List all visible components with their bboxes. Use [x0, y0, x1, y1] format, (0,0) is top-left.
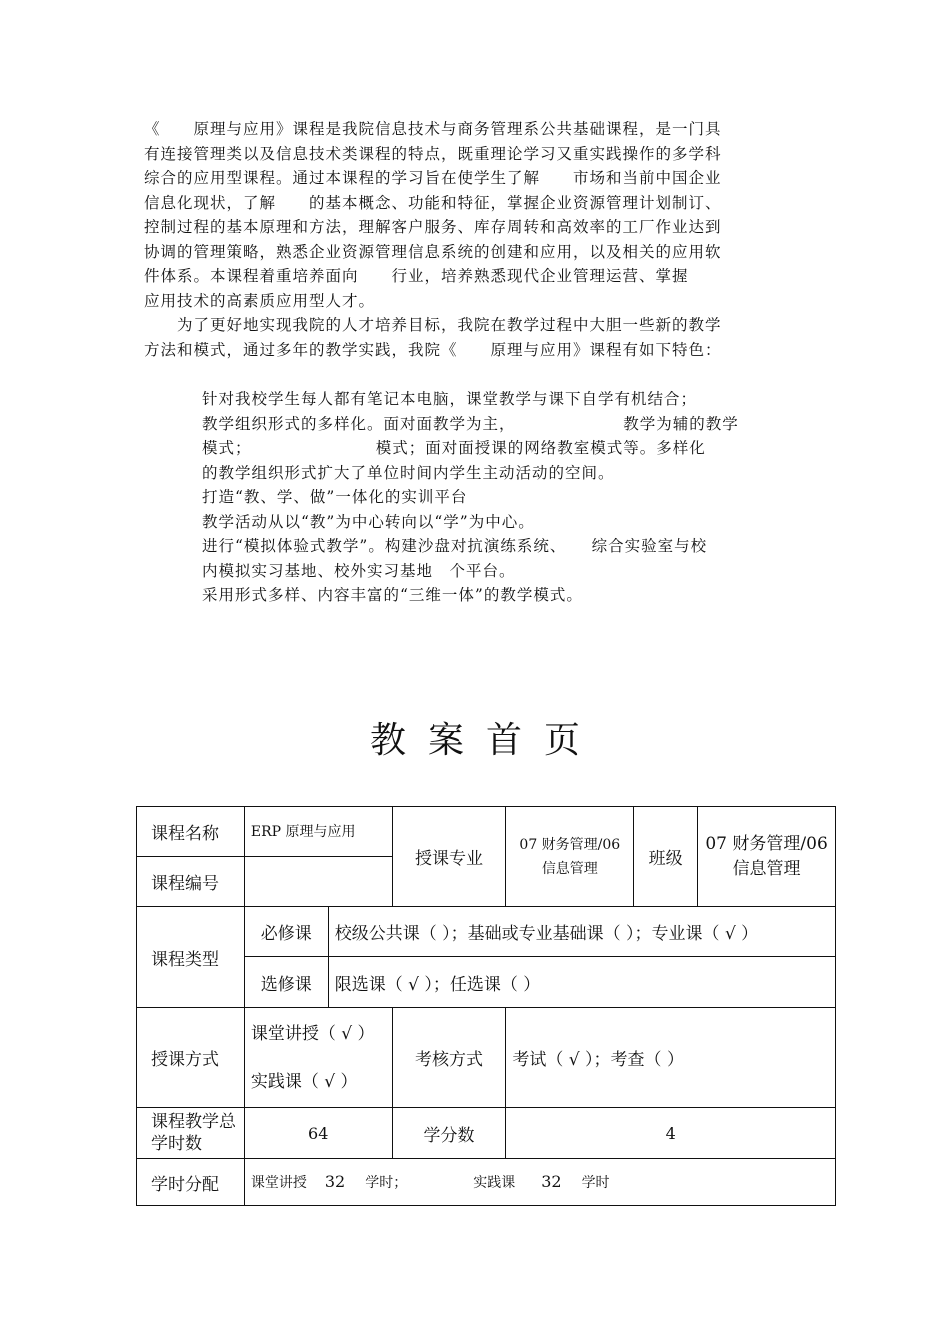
total-hours-value: 64 — [244, 1108, 392, 1159]
list-item: 的教学组织形式扩大了单位时间内学生主动活动的空间。 — [202, 463, 615, 482]
list-item: 教学组织形式的多样化。面对面教学为主， 教学为辅的教学 — [202, 414, 739, 433]
text-line: 协调的管理策略，熟悉企业资源管理信息系统的创建和应用，以及相关的应用软 — [144, 242, 722, 261]
course-info-table — [136, 806, 836, 1206]
text-line: 信息化现状，了解 的基本概念、功能和特征，掌握企业资源管理计划制订、 — [144, 193, 722, 212]
list-item: 采用形式多样、内容丰富的“三维一体”的教学模式。 — [202, 586, 583, 604]
credits-value: 4 — [506, 1108, 836, 1159]
list-item: 进行“模拟体验式教学”。构建沙盘对抗演练系统、 综合实验室与校 — [202, 537, 708, 555]
credits-label: 学分数 — [392, 1108, 506, 1159]
dist-practice-label: 实践课 — [473, 1174, 516, 1191]
dist-lecture-label: 课堂讲授 — [250, 1174, 307, 1191]
text-line: 有连接管理类以及信息技术类课程的特点，既重理论学习又重实践操作的多学科 — [144, 144, 722, 163]
method-practice: 实践课（ √ ） — [250, 1071, 358, 1092]
class-label: 班级 — [634, 807, 698, 907]
required-label: 必修课 — [244, 907, 328, 957]
elective-label: 选修课 — [244, 957, 328, 1008]
assessment-value: 考试（ √ ）；考查（ ） — [506, 1008, 836, 1108]
intro-paragraph-1 — [144, 117, 808, 313]
intro-paragraph-2 — [144, 313, 808, 362]
method-lecture: 课堂讲授（ √ ） — [250, 1023, 375, 1044]
dist-practice-hours: 32 — [541, 1171, 562, 1191]
assessment-label: 考核方式 — [392, 1008, 506, 1108]
total-hours-label: 课程教学总学时数 — [137, 1108, 245, 1159]
text-line: 应用技术的高素质应用型人才。 — [144, 291, 376, 310]
course-name-label: 课程名称 — [137, 807, 245, 857]
list-item: 教学活动从以“教”为中心转向以“学”为中心。 — [202, 512, 535, 531]
elective-value: 限选课（ √ ）；任选课（ ） — [328, 957, 835, 1008]
required-value: 校级公共课（ ）；基础或专业基础课（ ）；专业课（ √ ） — [328, 907, 835, 957]
dist-lecture-hours: 32 — [324, 1171, 346, 1191]
hours-distribution-value — [244, 1159, 835, 1206]
course-type-label: 课程类型 — [137, 907, 245, 1008]
course-name-value: ERP 原理与应用 — [244, 807, 392, 857]
text-line: 方法和模式，通过多年的教学实践，我院《 原理与应用》课程有如下特色： — [144, 340, 722, 359]
text-line: 件体系。本课程着重培养面向 行业，培养熟悉现代企业管理运营、掌握 — [144, 267, 689, 285]
major-label: 授课专业 — [392, 807, 506, 907]
teaching-method-value — [244, 1008, 392, 1108]
hours-distribution-label: 学时分配 — [137, 1159, 245, 1206]
text-line: 控制过程的基本原理和方法，理解客户服务、库存周转和高效率的工厂作业达到 — [144, 218, 722, 236]
page-title: 教案首页 — [369, 720, 602, 761]
list-item: 内模拟实习基地、校外实习基地 个平台。 — [202, 561, 516, 580]
list-item: 打造“教、学、做”一体化的实训平台 — [202, 488, 468, 506]
features-list — [202, 387, 808, 608]
dist-practice-unit: 学时 — [581, 1174, 610, 1191]
teaching-method-label: 授课方式 — [137, 1008, 245, 1108]
dist-lecture-unit: 学时； — [365, 1174, 408, 1191]
class-value: 07 财务管理/06 信息管理 — [698, 807, 836, 907]
text-line: 为了更好地实现我院的人才培养目标，我院在教学过程中大胆一些新的教学 — [144, 316, 722, 334]
text-line: 综合的应用型课程。通过本课程的学习旨在使学生了解 市场和当前中国企业 — [144, 169, 722, 187]
major-value: 07 财务管理/06 信息管理 — [506, 807, 634, 907]
course-code-value — [244, 857, 392, 907]
list-item: 模式； 模式；面对面授课的网络教室模式等。多样化 — [202, 439, 706, 457]
text-line: 《 原理与应用》课程是我院信息技术与商务管理系公共基础课程，是一门具 — [144, 120, 722, 138]
course-code-label: 课程编号 — [137, 857, 245, 907]
list-item: 针对我校学生每人都有笔记本电脑，课堂教学与课下自学有机结合； — [202, 390, 698, 408]
